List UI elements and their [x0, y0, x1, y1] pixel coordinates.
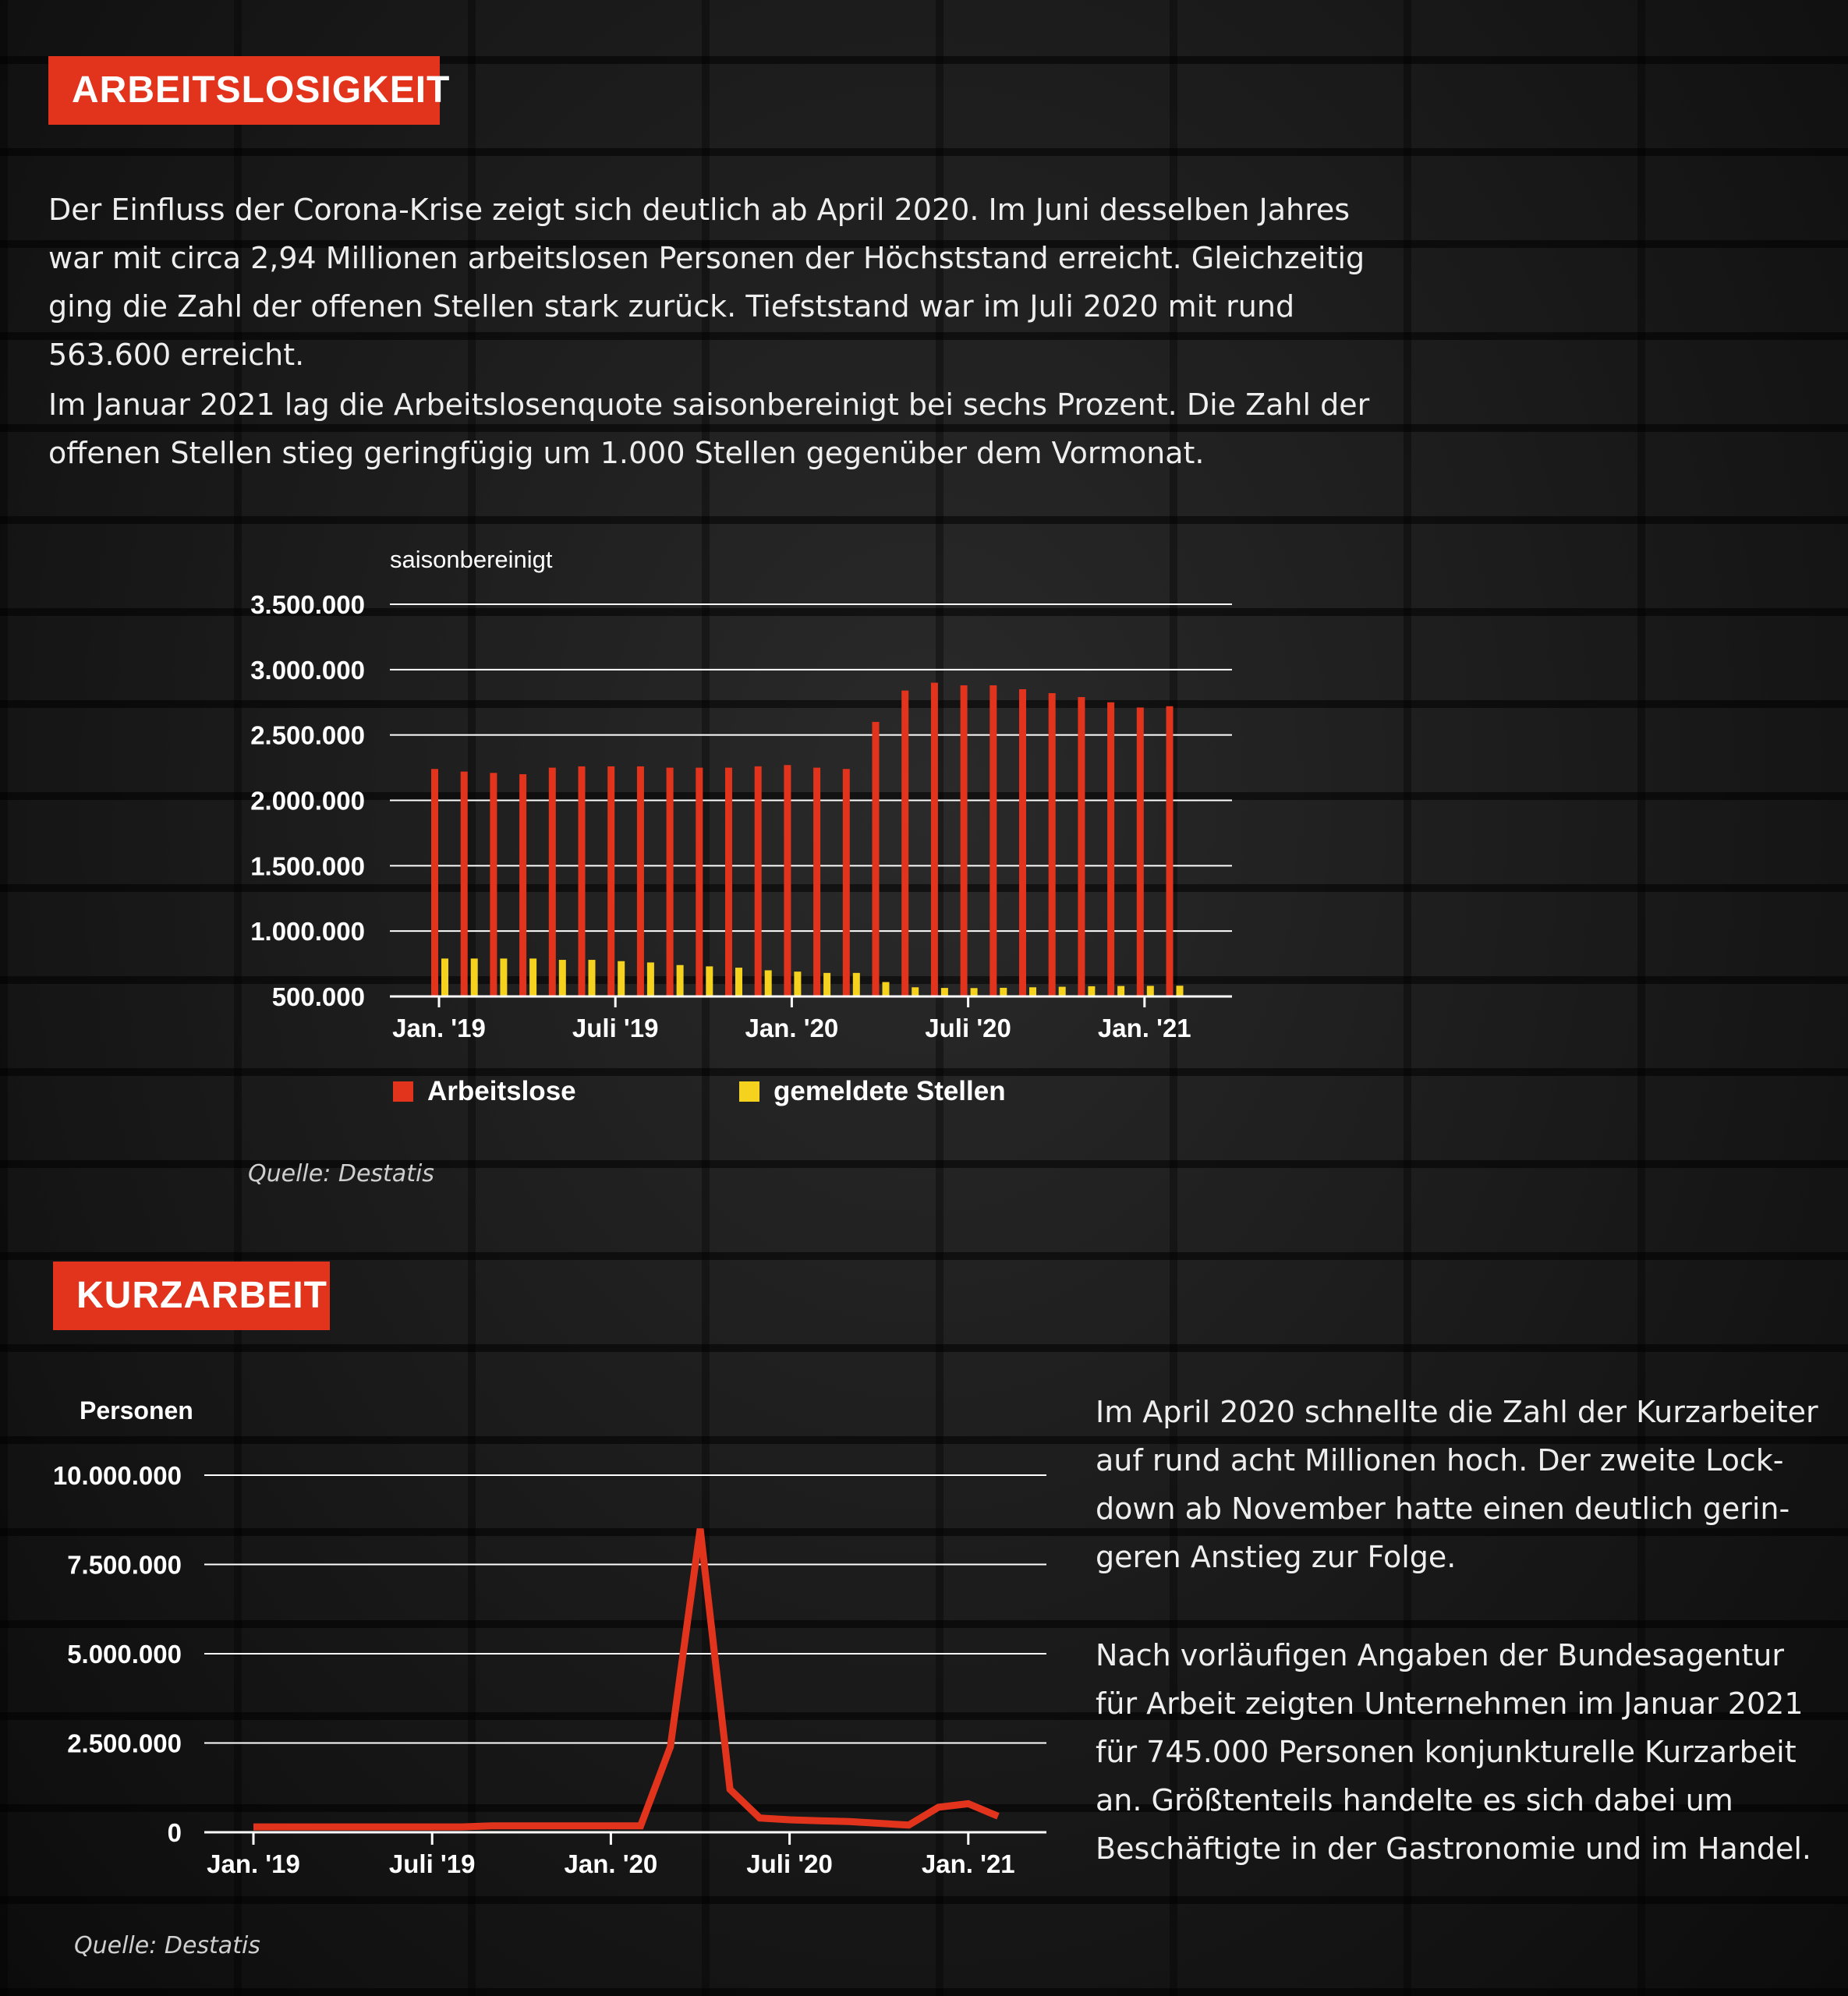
bar-stellen	[794, 971, 801, 996]
bar-arbeitslose	[989, 685, 997, 996]
bar-arbeitslose	[931, 683, 938, 996]
bar-stellen	[941, 988, 948, 996]
y-tick-label: 1.000.000	[250, 917, 365, 947]
bar-arbeitslose	[637, 766, 644, 996]
y-tick-label: 2.000.000	[250, 786, 365, 816]
bar-arbeitslose	[579, 766, 586, 996]
bar-stellen	[912, 987, 919, 996]
bar-stellen	[735, 968, 742, 996]
x-tick-label: Juli '19	[572, 1014, 659, 1042]
legend-label-arbeitslose: Arbeitslose	[427, 1076, 576, 1106]
section-title-kurzarbeit: KURZARBEIT	[53, 1262, 330, 1330]
bar-arbeitslose	[1019, 689, 1026, 996]
bar-stellen	[1059, 987, 1066, 996]
bar-stellen	[500, 958, 507, 996]
source-note-1: Quelle: Destatis	[248, 1160, 434, 1187]
y-tick-label: 2.500.000	[67, 1729, 182, 1758]
x-tick-label: Juli '19	[388, 1849, 476, 1878]
bar-stellen	[1000, 988, 1007, 996]
x-tick-label: Jan. '21	[1097, 1014, 1191, 1042]
y-tick-label: 7.500.000	[67, 1550, 182, 1580]
bar-arbeitslose	[1107, 702, 1114, 996]
bar-stellen	[853, 973, 860, 996]
bar-arbeitslose	[813, 768, 820, 996]
legend-swatch-yellow	[739, 1081, 759, 1102]
bar-stellen	[529, 958, 536, 996]
bar-arbeitslose	[961, 685, 968, 996]
bar-arbeitslose	[755, 766, 762, 996]
bar-stellen	[1177, 986, 1184, 996]
bar-arbeitslose	[901, 691, 908, 996]
kurzarbeit-line-chart	[0, 1380, 1068, 1895]
bar-arbeitslose	[873, 722, 880, 996]
bar-arbeitslose	[519, 774, 526, 996]
bar-stellen	[559, 960, 566, 996]
legend-swatch-red	[393, 1081, 413, 1102]
x-tick-label: Juli '20	[925, 1014, 1011, 1042]
bar-stellen	[589, 960, 596, 996]
bar-stellen	[441, 958, 448, 996]
bar-stellen	[883, 982, 890, 996]
bar-arbeitslose	[431, 769, 438, 996]
unemployment-bar-chart	[0, 530, 1287, 1115]
bar-stellen	[1088, 986, 1095, 996]
y-axis-label: saisonbereinigt	[390, 546, 553, 573]
bar-arbeitslose	[490, 773, 497, 996]
y-tick-label: 2.500.000	[250, 720, 365, 750]
x-tick-label: Jan. '20	[745, 1014, 839, 1042]
kurzarbeit-paragraph-2: Nach vorläufigen Angaben der Bundesagentur für Arbeit zeigten Unternehmen im Januar 2021 für 745.000 Personen konjunkturelle Kurzarbeit an. Größtenteils handelte es sich dabei um Beschäftigte in der Gastronomie und im Handel.	[1096, 1638, 1812, 1866]
legend-arbeitslose	[393, 1076, 576, 1107]
x-tick-label: Jan. '21	[921, 1849, 1015, 1878]
bar-arbeitslose	[725, 768, 732, 996]
y-tick-label: 500.000	[271, 982, 365, 1011]
bar-arbeitslose	[549, 768, 556, 996]
y-axis-label: Personen	[80, 1396, 193, 1424]
bar-stellen	[618, 961, 625, 996]
bar-arbeitslose	[1137, 707, 1144, 996]
y-tick-label: 0	[167, 1818, 182, 1847]
y-tick-label: 3.000.000	[250, 655, 365, 685]
kurzarbeit-paragraph-1: Im April 2020 schnellte die Zahl der Kurzarbeiter auf rund acht Millionen hoch. Der zweite Lockdown ab November hatte einen deutlich geringeren Anstieg zur Folge.	[1096, 1395, 1818, 1574]
bar-arbeitslose	[1049, 693, 1056, 996]
legend-label-stellen: gemeldete Stellen	[774, 1076, 1006, 1106]
bar-stellen	[823, 973, 830, 996]
bar-stellen	[1147, 986, 1154, 996]
bar-stellen	[471, 958, 478, 996]
bar-arbeitslose	[696, 768, 703, 996]
x-tick-label: Jan. '20	[564, 1849, 658, 1878]
kurzarbeit-series-line	[253, 1529, 998, 1827]
bar-stellen	[971, 988, 978, 996]
bar-stellen	[647, 962, 654, 996]
bar-arbeitslose	[784, 765, 791, 996]
bar-arbeitslose	[461, 772, 468, 996]
source-note-2: Quelle: Destatis	[74, 1932, 260, 1959]
section-title-arbeitslosigkeit: ARBEITSLOSIGKEIT	[48, 56, 440, 125]
y-tick-label: 5.000.000	[67, 1640, 182, 1669]
bar-arbeitslose	[843, 769, 850, 996]
legend-stellen	[739, 1076, 1006, 1107]
y-tick-label: 10.000.000	[52, 1461, 182, 1490]
bar-stellen	[765, 970, 772, 996]
intro-paragraph-2: Im Januar 2021 lag die Arbeitslosenquote saisonbereinigt bei sechs Prozent. Die Zahl der offenen Stellen stieg geringfügig um 1.000 Stellen gegenüber dem Vormonat.	[48, 388, 1370, 470]
bar-arbeitslose	[667, 768, 674, 996]
x-tick-label: Juli '20	[746, 1849, 833, 1878]
y-tick-label: 1.500.000	[250, 851, 365, 881]
x-tick-label: Jan. '19	[207, 1849, 300, 1878]
intro-paragraph-1: Der Einfluss der Corona-Krise zeigt sich deutlich ab April 2020. Im Juni desselben Jahres war mit circa 2,94 Millionen arbeitslosen Personen der Höchststand erreicht. Gleichzeitig ging die Zahl der offenen Stellen stark zurück. Tiefststand war im Juli 2020 mit rund 563.600 erreicht.	[48, 193, 1365, 372]
bar-stellen	[677, 965, 684, 996]
bar-stellen	[1117, 986, 1124, 996]
y-tick-label: 3.500.000	[250, 590, 365, 619]
bar-arbeitslose	[607, 766, 614, 996]
bar-stellen	[1029, 987, 1036, 996]
bar-arbeitslose	[1078, 697, 1085, 996]
bar-arbeitslose	[1167, 706, 1174, 996]
x-tick-label: Jan. '19	[392, 1014, 486, 1042]
bar-stellen	[706, 966, 713, 996]
